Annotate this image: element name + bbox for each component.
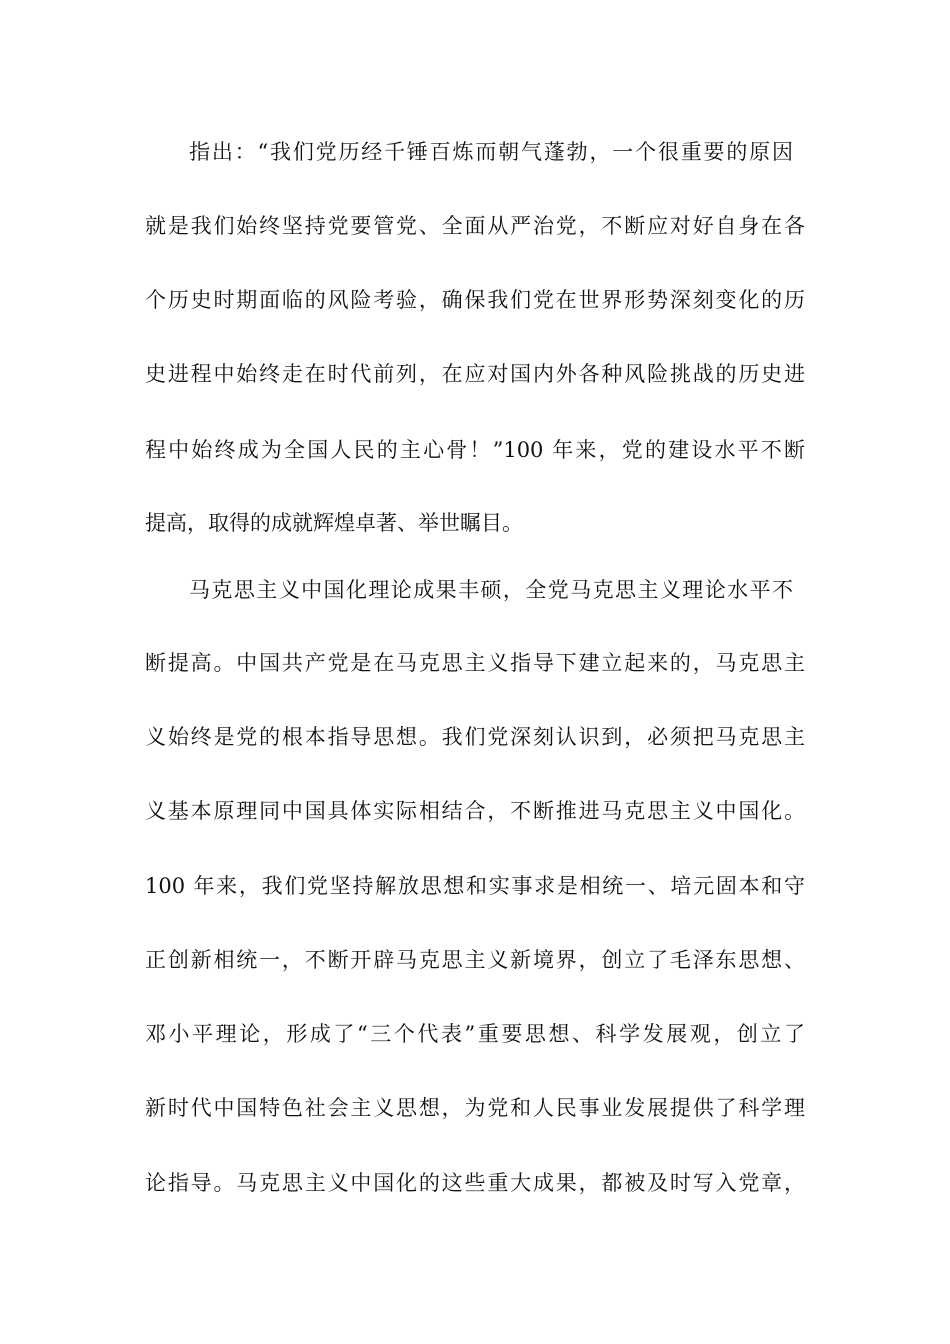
paragraph-line: 程中始终成为全国人民的主心骨！”100 年来，党的建设水平不断: [145, 438, 805, 462]
paragraph-line: 邓小平理论，形成了“三个代表”重要思想、科学发展观，创立了: [145, 1022, 805, 1046]
paragraph-line: 义始终是党的根本指导思想。我们党深刻认识到，必须把马克思主: [145, 725, 805, 749]
paragraph-line: 新时代中国特色社会主义思想，为党和人民事业发展提供了科学理: [145, 1096, 805, 1120]
paragraph-line: 断提高。中国共产党是在马克思主义指导下建立起来的，马克思主: [145, 651, 805, 675]
paragraph-line: 提高，取得的成就辉煌卓著、举世瞩目。: [145, 511, 523, 535]
paragraph-line: 马克思主义中国化理论成果丰硕，全党马克思主义理论水平不: [189, 578, 793, 602]
paragraph-line: 就是我们始终坚持党要管党、全面从严治党，不断应对好自身在各: [145, 214, 805, 238]
paragraph-line: 义基本原理同中国具体实际相结合，不断推进马克思主义中国化。: [145, 799, 805, 823]
paragraph-line: 指出：“我们党历经千锤百炼而朝气蓬勃，一个很重要的原因: [189, 140, 793, 164]
paragraph-line: 论指导。马克思主义中国化的这些重大成果，都被及时写入党章，: [145, 1171, 805, 1195]
paragraph-line: 史进程中始终走在时代前列，在应对国内外各种风险挑战的历史进: [145, 362, 805, 386]
paragraph-line: 正创新相统一，不断开辟马克思主义新境界，创立了毛泽东思想、: [145, 948, 805, 972]
paragraph-line: 100 年来，我们党坚持解放思想和实事求是相统一、培元固本和守: [145, 874, 805, 898]
paragraph-line: 个历史时期面临的风险考验，确保我们党在世界形势深刻变化的历: [145, 288, 805, 312]
